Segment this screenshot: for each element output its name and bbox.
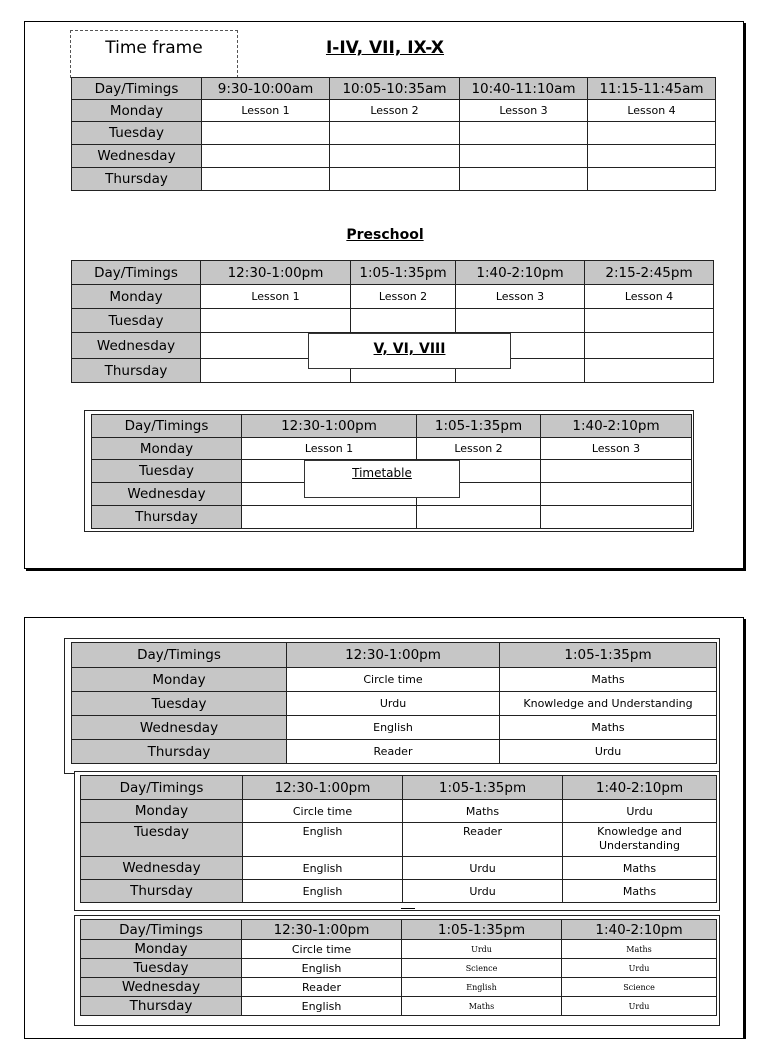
- table-row: [81, 880, 717, 903]
- lesson-cell: [541, 483, 692, 506]
- day-cell: Monday: [72, 668, 287, 692]
- subject-cell: Knowledge and Understanding: [563, 823, 717, 857]
- lesson-cell: [330, 168, 460, 191]
- lesson-cell: [242, 506, 417, 529]
- lesson-cell: [417, 506, 541, 529]
- header-cell: 9:30-10:00am: [202, 78, 330, 100]
- lesson-cell: Lesson 3: [541, 438, 692, 460]
- table-row: [72, 309, 714, 333]
- subject-cell: Reader: [287, 740, 500, 764]
- header-cell: 1:40-2:10pm: [563, 776, 717, 800]
- overlay-label-timetable: Timetable: [352, 466, 412, 480]
- timetable-three-period: [80, 775, 717, 903]
- table-row: [72, 740, 717, 764]
- subject-cell: Science: [402, 959, 562, 978]
- document-page-1: [24, 21, 744, 569]
- subject-cell: Urdu: [287, 692, 500, 716]
- lesson-cell: [460, 122, 588, 145]
- table-header-row: [92, 415, 692, 438]
- table-header-row: [81, 920, 717, 940]
- stray-mark: [401, 908, 415, 911]
- table-row: [72, 285, 714, 309]
- subject-cell: Urdu: [403, 880, 563, 903]
- subject-cell: Maths: [402, 997, 562, 1016]
- header-cell: 12:30-1:00pm: [201, 261, 351, 285]
- lesson-cell: [585, 359, 714, 383]
- lesson-cell: [460, 145, 588, 168]
- day-cell: Wednesday: [81, 978, 242, 997]
- subject-cell: Urdu: [562, 997, 717, 1016]
- time-frame-label: Time frame: [70, 30, 238, 78]
- subject-cell: Circle time: [287, 668, 500, 692]
- overlay-label-v-vi-viii: V, VI, VIII: [373, 341, 446, 357]
- lesson-cell: [588, 145, 716, 168]
- subject-cell: Maths: [562, 940, 717, 959]
- subject-cell: English: [242, 997, 402, 1016]
- day-cell: Tuesday: [81, 959, 242, 978]
- lesson-cell: Lesson 1: [201, 285, 351, 309]
- lesson-cell: Lesson 3: [456, 285, 585, 309]
- header-cell: 1:40-2:10pm: [456, 261, 585, 285]
- subject-cell: Reader: [242, 978, 402, 997]
- subject-cell: Urdu: [500, 740, 717, 764]
- lesson-cell: Lesson 2: [417, 438, 541, 460]
- day-cell: Tuesday: [72, 122, 202, 145]
- table-row: [72, 692, 717, 716]
- day-cell: Tuesday: [72, 692, 287, 716]
- day-cell: Thursday: [81, 997, 242, 1016]
- lesson-cell: [588, 168, 716, 191]
- table-row: [92, 506, 692, 529]
- overlay-label-box: [304, 460, 460, 498]
- subject-cell: Reader: [403, 823, 563, 857]
- lesson-cell: [201, 309, 351, 333]
- day-cell: Thursday: [72, 740, 287, 764]
- lesson-cell: [202, 122, 330, 145]
- lesson-cell: [585, 309, 714, 333]
- day-cell: Wednesday: [72, 716, 287, 740]
- table-row: [81, 800, 717, 823]
- subject-cell: Maths: [403, 800, 563, 823]
- subject-cell: English: [243, 823, 403, 857]
- lesson-cell: [202, 145, 330, 168]
- header-cell: 2:15-2:45pm: [585, 261, 714, 285]
- table-row: [81, 978, 717, 997]
- header-cell: 10:05-10:35am: [330, 78, 460, 100]
- header-cell: 12:30-1:00pm: [287, 643, 500, 668]
- subject-cell: Circle time: [242, 940, 402, 959]
- subject-cell: Maths: [563, 880, 717, 903]
- table-header-row: [72, 261, 714, 285]
- timetable-two-period: [71, 642, 717, 764]
- section-title-preschool: Preschool: [346, 227, 424, 243]
- header-cell: Day/Timings: [81, 776, 243, 800]
- table-row: [81, 940, 717, 959]
- lesson-cell: Lesson 4: [588, 100, 716, 122]
- lesson-cell: [541, 460, 692, 483]
- day-cell: Thursday: [72, 168, 202, 191]
- day-cell: Wednesday: [81, 857, 243, 880]
- lesson-cell: Lesson 1: [202, 100, 330, 122]
- header-cell: 1:05-1:35pm: [417, 415, 541, 438]
- lesson-cell: [541, 506, 692, 529]
- header-cell: 1:40-2:10pm: [541, 415, 692, 438]
- subject-cell: Knowledge and Understanding: [500, 692, 717, 716]
- timetable-compact: [80, 919, 717, 1016]
- header-cell: 11:15-11:45am: [588, 78, 716, 100]
- day-cell: Monday: [72, 100, 202, 122]
- lesson-cell: [588, 122, 716, 145]
- day-cell: Monday: [92, 438, 242, 460]
- header-cell: Day/Timings: [72, 78, 202, 100]
- table-row: [92, 438, 692, 460]
- lesson-cell: Lesson 4: [585, 285, 714, 309]
- day-cell: Thursday: [81, 880, 243, 903]
- lesson-cell: [456, 309, 585, 333]
- lesson-cell: [460, 168, 588, 191]
- subject-cell: English: [402, 978, 562, 997]
- subject-cell: Circle time: [243, 800, 403, 823]
- subject-cell: English: [242, 959, 402, 978]
- day-cell: Thursday: [92, 506, 242, 529]
- day-cell: Tuesday: [72, 309, 201, 333]
- table-row: [81, 959, 717, 978]
- header-cell: 1:05-1:35pm: [351, 261, 456, 285]
- day-cell: Wednesday: [92, 483, 242, 506]
- table-row: [72, 122, 716, 145]
- day-cell: Tuesday: [81, 823, 243, 857]
- subject-cell: Maths: [500, 668, 717, 692]
- section-title-primary: I-IV, VII, IX-X: [325, 38, 445, 58]
- table-header-row: [72, 643, 717, 668]
- table-row: [81, 857, 717, 880]
- subject-cell: English: [243, 880, 403, 903]
- header-cell: 1:05-1:35pm: [403, 776, 563, 800]
- document-page-2: [24, 617, 744, 1039]
- header-cell: Day/Timings: [92, 415, 242, 438]
- day-cell: Thursday: [72, 359, 201, 383]
- header-cell: 12:30-1:00pm: [242, 415, 417, 438]
- subject-cell: Urdu: [403, 857, 563, 880]
- day-cell: Monday: [81, 940, 242, 959]
- table-header-row: [81, 776, 717, 800]
- header-cell: Day/Timings: [72, 261, 201, 285]
- table-row: [72, 716, 717, 740]
- subject-cell: Urdu: [562, 959, 717, 978]
- subject-cell: English: [243, 857, 403, 880]
- lesson-cell: Lesson 2: [330, 100, 460, 122]
- table-row: [81, 997, 717, 1016]
- day-cell: Wednesday: [72, 333, 201, 359]
- table-header-row: [72, 78, 716, 100]
- lesson-cell: Lesson 2: [351, 285, 456, 309]
- header-cell: 1:05-1:35pm: [402, 920, 562, 940]
- header-cell: 12:30-1:00pm: [243, 776, 403, 800]
- header-cell: Day/Timings: [72, 643, 287, 668]
- day-cell: Monday: [81, 800, 243, 823]
- table-row: [72, 145, 716, 168]
- lesson-cell: [202, 168, 330, 191]
- lesson-cell: [585, 333, 714, 359]
- header-cell: 10:40-11:10am: [460, 78, 588, 100]
- table-row: [72, 668, 717, 692]
- table-row: [72, 100, 716, 122]
- subject-cell: Science: [562, 978, 717, 997]
- day-cell: Monday: [72, 285, 201, 309]
- day-cell: Wednesday: [72, 145, 202, 168]
- table-row: [72, 168, 716, 191]
- lesson-cell: [351, 309, 456, 333]
- subject-cell: Urdu: [563, 800, 717, 823]
- lesson-cell: Lesson 1: [242, 438, 417, 460]
- subject-cell: Maths: [500, 716, 717, 740]
- subject-cell: Urdu: [402, 940, 562, 959]
- subject-cell: English: [287, 716, 500, 740]
- header-cell: 1:05-1:35pm: [500, 643, 717, 668]
- lesson-cell: [330, 145, 460, 168]
- header-cell: Day/Timings: [81, 920, 242, 940]
- day-cell: Tuesday: [92, 460, 242, 483]
- header-cell: 1:40-2:10pm: [562, 920, 717, 940]
- header-cell: 12:30-1:00pm: [242, 920, 402, 940]
- table-row: [81, 823, 717, 857]
- lesson-cell: [330, 122, 460, 145]
- subject-cell: Maths: [563, 857, 717, 880]
- overlay-label-box: [308, 333, 511, 369]
- timetable-primary: [71, 77, 716, 191]
- lesson-cell: Lesson 3: [460, 100, 588, 122]
